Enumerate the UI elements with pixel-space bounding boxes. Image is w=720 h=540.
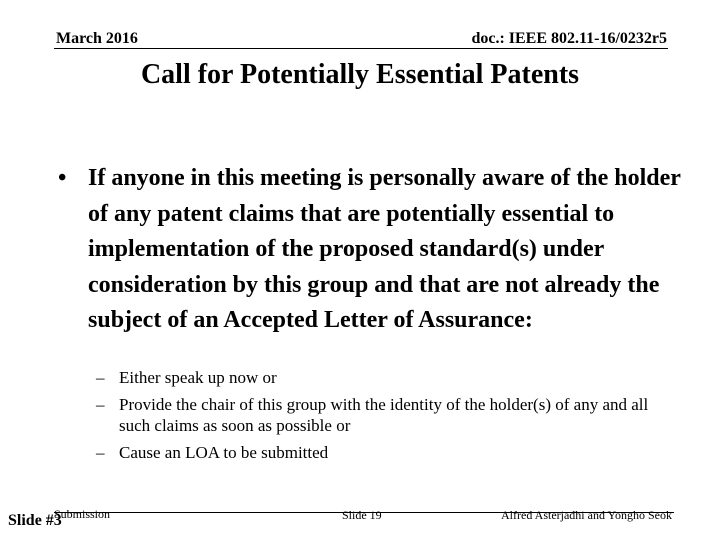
- bullet-marker: •: [58, 165, 67, 191]
- sub-bullet-item: [96, 442, 676, 463]
- slide-title: Call for Potentially Essential Patents: [140, 59, 580, 90]
- sub-bullet-text: Cause an LOA to be submitted: [119, 443, 329, 462]
- footer-slide-label: Slide #3: [8, 512, 62, 529]
- sub-bullet-item: [96, 394, 676, 436]
- footer-submission: Submission: [54, 507, 111, 521]
- header-date: March 2016: [56, 30, 138, 47]
- sub-bullet-item: [96, 367, 676, 388]
- footer-authors: Alfred Asterjadhi and Yongho Seok: [501, 508, 672, 522]
- footer-slide-number: Slide 19: [342, 508, 382, 522]
- header-divider: [54, 48, 668, 49]
- sub-bullet-marker: –: [96, 368, 105, 387]
- sub-bullet-marker: –: [96, 395, 105, 414]
- header-doc-id: doc.: IEEE 802.11-16/0232r5: [471, 30, 667, 47]
- sub-bullet-text: Either speak up now or: [119, 368, 277, 387]
- sub-bullet-text: Provide the chair of this group with the identity of the holder(s) of any and all such claims as soon as possible or: [119, 395, 649, 435]
- main-bullet: [58, 161, 698, 339]
- sub-bullet-marker: –: [96, 443, 105, 462]
- sub-bullet-list: [96, 367, 676, 469]
- main-bullet-text: If anyone in this meeting is personally aware of the holder of any patent claims that are potentially essential to implementation of the proposed standard(s) under consideration by this group and that are not already the subject of an Accepted Letter of Assurance:: [88, 165, 681, 333]
